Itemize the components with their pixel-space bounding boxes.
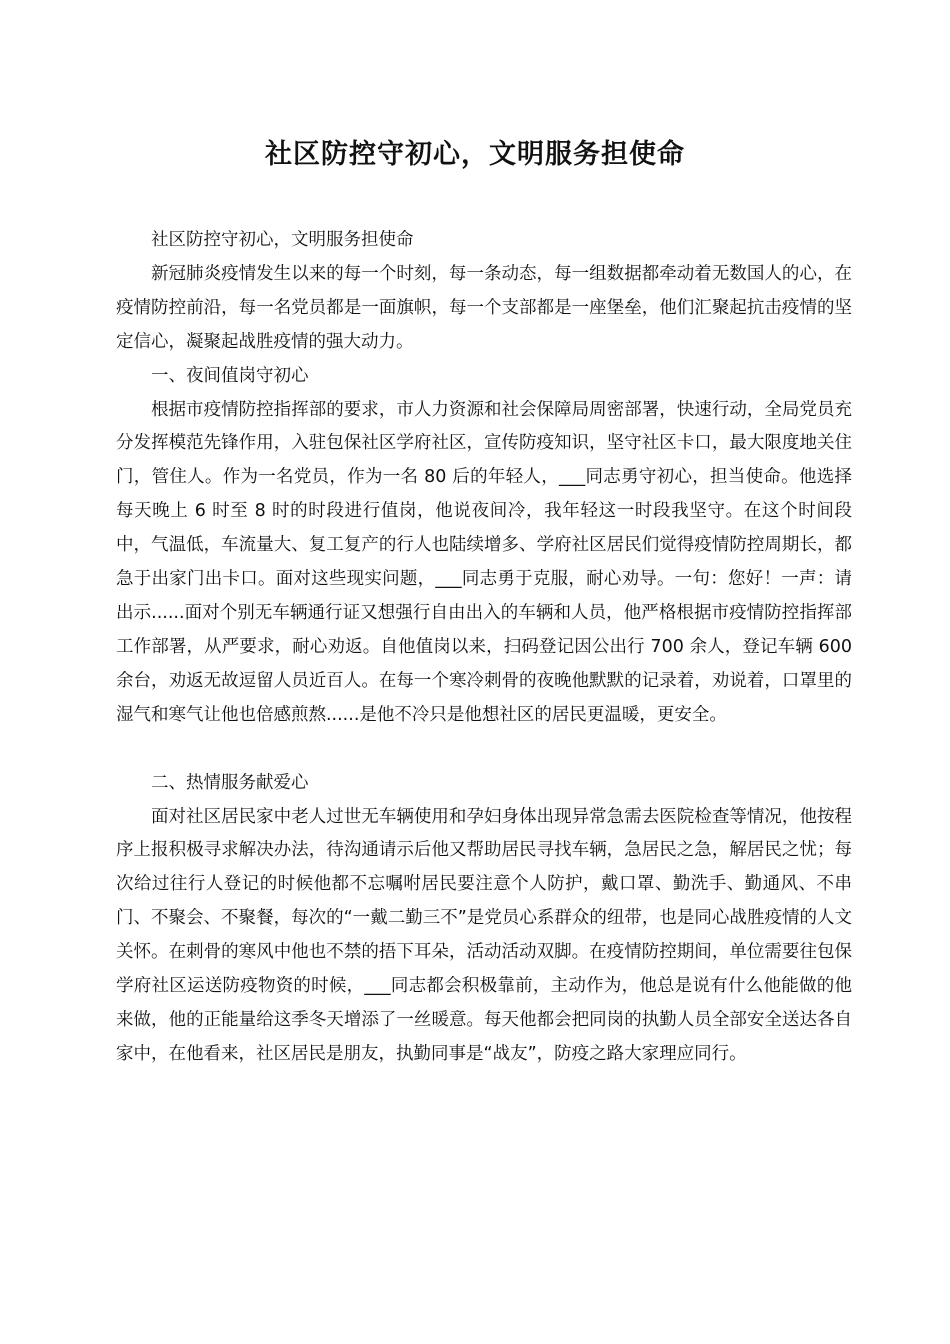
section-heading-2: 二、热情服务献爱心 — [151, 772, 309, 793]
section-1-paragraph: 根据市疫情防控指挥部的要求，市人力资源和社会保障局周密部署，快速行动，全局党员充分发挥模范先锋作用，入驻包保社区学府社区，宣传防疫知识，坚守社区卡口，最大限度地关住门，管住人。作为一名党员，作为一名 80 后的年轻人，___同志勇守初心，担当使命。他选择每天晚上 6 时至 8 时的时段进行值岗，他说夜间冷，我年轻这一时段我坚守。在这个时间段中，气温低，车流量大、复工复产的行人也陆续增多、学府社区居民们觉得疫情防控周期长，都急于出家门出卡口。面对这些现实问题，___同志勇于克服，耐心劝导。一句：您好！一声：请出示......面对个别无车辆通行证又想强行自由出入的车辆和人员，他严格根据市疫情防控指挥部工作部署，从严要求，耐心劝返。自他值岗以来，扫码登记因公出行 700 余人，登记车辆 600 余台，劝返无故逗留人员近百人。在每一个寒冷刺骨的夜晚他默默的记录着，劝说着，口罩里的湿气和寒气让他也倍感煎熬......是他不冷只是他想社区的居民更温暖，更安全。 — [116, 399, 852, 725]
section-2-paragraph: 面对社区居民家中老人过世无车辆使用和孕妇身体出现异常急需去医院检查等情况，他按程序上报积极寻求解决办法，待沟通请示后他又帮助居民寻找车辆，急居民之急，解居民之忧；每次给过往行人登记的时候他都不忘嘱咐居民要注意个人防护，戴口罩、勤洗手、勤通风、不串门、不聚会、不聚餐，每次的“一戴二勤三不”是党员心系群众的纽带，也是同心战胜疫情的人文关怀。在刺骨的寒风中他也不禁的捂下耳朵，活动活动双脚。在疫情防控期间，单位需要往包保学府社区运送防疫物资的时候，___同志都会积极靠前，主动作为，他总是说有什么他能做的他来做，他的正能量给这季冬天增添了一丝暖意。每天他都会把同岗的执勤人员全部安全送达各自家中，在他看来，社区居民是朋友，执勤同事是“战友”，防疫之路大家理应同行。 — [116, 806, 852, 1064]
document-title: 社区防控守初心，文明服务担使命 — [265, 139, 685, 170]
document-body — [116, 224, 852, 1072]
subtitle-paragraph: 社区防控守初心，文明服务担使命 — [151, 230, 414, 250]
intro-paragraph: 新冠肺炎疫情发生以来的每一个时刻，每一条动态，每一组数据都牵动着无数国人的心，在疫情防控前沿，每一名党员都是一面旗帜，每一个支部都是一座堡垒，他们汇聚起抗击疫情的坚定信心，凝聚起战胜疫情的强大动力。 — [116, 263, 852, 352]
section-heading-1: 一、夜间值岗守初心 — [151, 365, 309, 386]
